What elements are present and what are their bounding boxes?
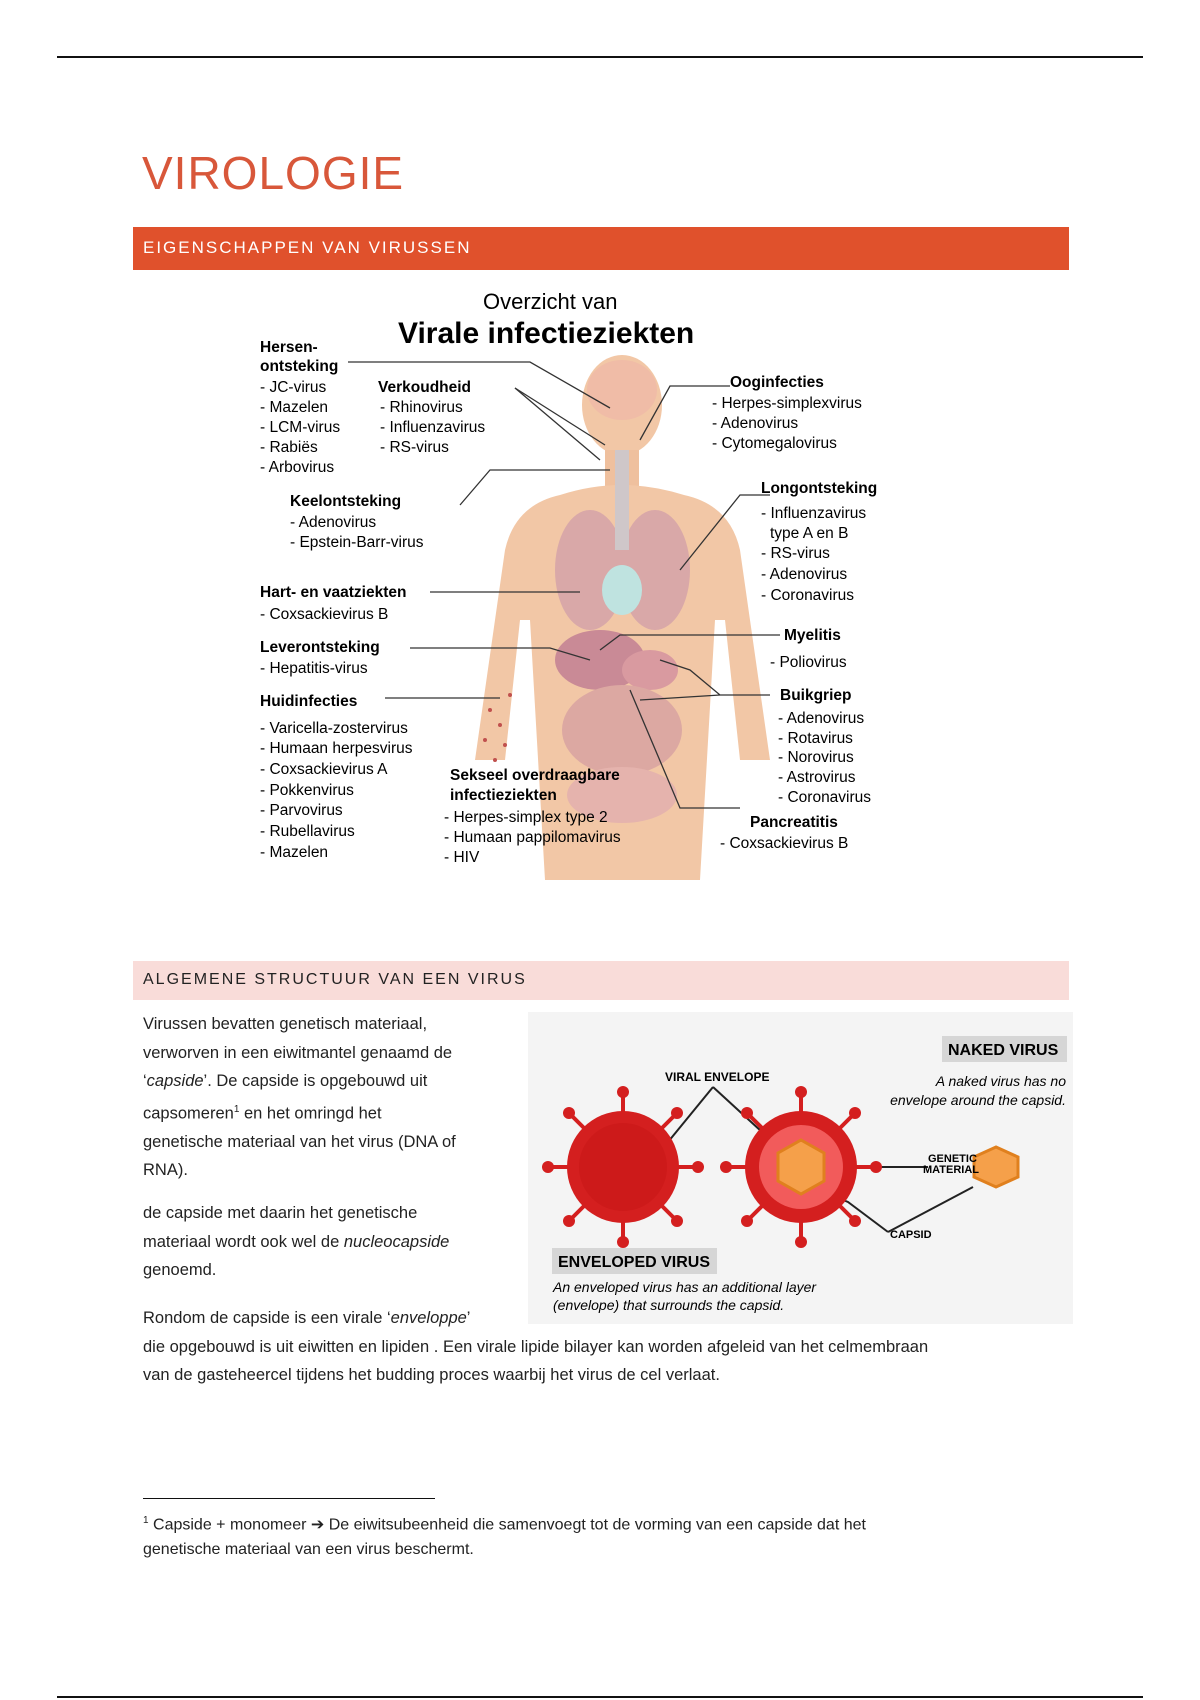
svg-text:- Herpes-simplexvirus: - Herpes-simplexvirus — [712, 395, 862, 412]
svg-text:- Adenovirus: - Adenovirus — [712, 415, 799, 432]
svg-text:Huidinfecties: Huidinfecties — [260, 693, 358, 710]
svg-text:- Rotavirus: - Rotavirus — [778, 730, 853, 747]
group-longontsteking — [761, 480, 877, 604]
naked-virus-desc-2: envelope around the capsid. — [890, 1092, 1066, 1108]
svg-text:Leverontsteking: Leverontsteking — [260, 639, 380, 656]
svg-text:- Cytomegalovirus: - Cytomegalovirus — [712, 435, 837, 452]
paragraph-nucleocapside: de capside met daarin het genetische materiaal wordt ook wel de nucleocapside genoemd. — [143, 1204, 450, 1279]
svg-text:- Varicella-zostervirus: - Varicella-zostervirus — [260, 720, 408, 737]
svg-text:- Pokkenvirus: - Pokkenvirus — [260, 782, 354, 799]
group-keelontsteking — [290, 493, 424, 551]
svg-text:ontsteking: ontsteking — [260, 358, 339, 375]
group-pancreatitis — [720, 814, 848, 852]
svg-text:- HIV: - HIV — [444, 849, 480, 866]
svg-text:- Coronavirus: - Coronavirus — [778, 789, 872, 806]
svg-text:- Coxsackievirus B: - Coxsackievirus B — [260, 606, 389, 623]
svg-text:- Humaan herpesvirus: - Humaan herpesvirus — [260, 740, 413, 757]
page-title: VIROLOGIE — [142, 147, 405, 199]
infographic-title-line1: Overzicht van — [483, 290, 618, 314]
svg-text:type A en B: type A en B — [770, 525, 849, 542]
group-verkoudheid — [378, 379, 485, 456]
svg-text:Myelitis: Myelitis — [784, 627, 841, 644]
svg-text:- Arbovirus: - Arbovirus — [260, 459, 335, 476]
svg-text:Sekseel overdraagbare: Sekseel overdraagbare — [450, 767, 620, 784]
svg-text:- Coxsackievirus A: - Coxsackievirus A — [260, 761, 388, 778]
svg-text:- Humaan pappilomavirus: - Humaan pappilomavirus — [444, 829, 621, 846]
svg-text:Longontsteking: Longontsteking — [761, 480, 878, 497]
viral-envelope-label: VIRAL ENVELOPE — [665, 1070, 770, 1084]
capsid-label: CAPSID — [890, 1229, 932, 1241]
naked-virus-desc-1: A naked virus has no — [935, 1073, 1066, 1089]
naked-capsid-hexagon — [974, 1147, 1018, 1187]
svg-text:- LCM-virus: - LCM-virus — [260, 419, 341, 436]
svg-text:Ooginfecties: Ooginfecties — [730, 374, 824, 391]
svg-text:- Mazelen: - Mazelen — [260, 844, 329, 861]
footnote-separator — [143, 1498, 435, 1499]
svg-text:- Astrovirus: - Astrovirus — [778, 769, 856, 786]
svg-text:Keelontsteking: Keelontsteking — [290, 493, 402, 510]
footnote: $^1$ Capside + monomeer ➔ De eiwitsubeenheid die samenvoegt tot de vorming van een capside dat het genetische materiaal van een virus beschermt. — [143, 1515, 866, 1559]
genetic-material-label-2: MATERIAL — [923, 1164, 980, 1176]
svg-text:- Rabiës: - Rabiës — [260, 439, 318, 456]
svg-text:- Mazelen: - Mazelen — [260, 399, 329, 416]
paragraph-enveloppe: Rondom de capside is een virale ‘enveloppe’ die opgebouwd is uit eiwitten en lipiden . Een virale lipide bilayer kan worden afgeleid van het celmembraan van de gasteheercel tijdens het budding proces waarbij het virus de cel verlaat. — [143, 1309, 929, 1384]
svg-text:Verkoudheid: Verkoudheid — [378, 379, 472, 396]
svg-text:- Rubellavirus: - Rubellavirus — [260, 823, 355, 840]
enveloped-virus-label: ENVELOPED VIRUS — [558, 1254, 711, 1271]
svg-text:Buikgriep: Buikgriep — [780, 687, 852, 704]
naked-virus-label: NAKED VIRUS — [948, 1042, 1059, 1059]
group-ooginfecties — [712, 374, 862, 452]
svg-text:- Influenzavirus: - Influenzavirus — [380, 419, 486, 436]
svg-text:- Poliovirus: - Poliovirus — [770, 654, 847, 671]
svg-text:infectieziekten: infectieziekten — [450, 787, 557, 804]
svg-text:- Adenovirus: - Adenovirus — [778, 710, 865, 727]
svg-text:- Rhinovirus: - Rhinovirus — [380, 399, 463, 416]
group-buikgriep — [778, 687, 871, 806]
svg-text:- Herpes-simplex type 2: - Herpes-simplex type 2 — [444, 809, 608, 826]
group-huidinfecties — [260, 693, 413, 861]
svg-text:- Epstein-Barr-virus: - Epstein-Barr-virus — [290, 534, 424, 551]
group-leverontsteking — [260, 639, 380, 677]
svg-text:- Hepatitis-virus: - Hepatitis-virus — [260, 660, 368, 677]
group-hersenontsteking — [260, 339, 340, 476]
genetic-material-label-1: GENETIC — [928, 1153, 977, 1165]
svg-text:Pancreatitis: Pancreatitis — [750, 814, 838, 831]
enveloped-virus-desc-1: An enveloped virus has an additional layer — [553, 1279, 817, 1295]
bottom-rule — [57, 1696, 1143, 1698]
svg-text:- JC-virus: - JC-virus — [260, 379, 327, 396]
svg-text:- RS-virus: - RS-virus — [380, 439, 449, 456]
svg-text:- RS-virus: - RS-virus — [761, 545, 830, 562]
virus-enveloped — [720, 1086, 882, 1248]
virus-spiky-left — [542, 1086, 704, 1248]
svg-text:- Adenovirus: - Adenovirus — [290, 514, 377, 531]
top-rule — [57, 56, 1143, 58]
svg-text:- Parvovirus: - Parvovirus — [260, 802, 343, 819]
svg-text:- Adenovirus: - Adenovirus — [761, 566, 848, 583]
svg-text:Hart- en vaatziekten: Hart- en vaatziekten — [260, 584, 407, 601]
enveloped-virus-desc-2: (envelope) that surrounds the capsid. — [553, 1297, 785, 1313]
section-heading-algemene-structuur: ALGEMENE STRUCTUUR VAN EEN VIRUS — [133, 961, 1069, 1000]
viral-infections-infographic — [260, 290, 940, 880]
svg-text:- Norovirus: - Norovirus — [778, 749, 854, 766]
svg-text:- Coronavirus: - Coronavirus — [761, 587, 855, 604]
section-heading-eigenschappen: EIGENSCHAPPEN VAN VIRUSSEN — [133, 227, 1069, 270]
paragraph-virussen: Virussen bevatten genetisch materiaal, verworven in een eiwitmantel genaamd de ‘capside’. De capside is opgebouwd uit capsomeren$^1$ en het omringd het genetische materiaal van het virus (DNA of RNA). — [143, 1015, 456, 1179]
svg-text:- Coxsackievirus B: - Coxsackievirus B — [720, 835, 849, 852]
group-myelitis — [770, 627, 847, 671]
infographic-title-line2: Virale infectieziekten — [398, 317, 695, 350]
group-hart-vaatziekten — [260, 584, 406, 623]
svg-text:Hersen-: Hersen- — [260, 339, 318, 356]
svg-text:- Influenzavirus: - Influenzavirus — [761, 505, 867, 522]
virus-structure-figure — [528, 1012, 1073, 1324]
